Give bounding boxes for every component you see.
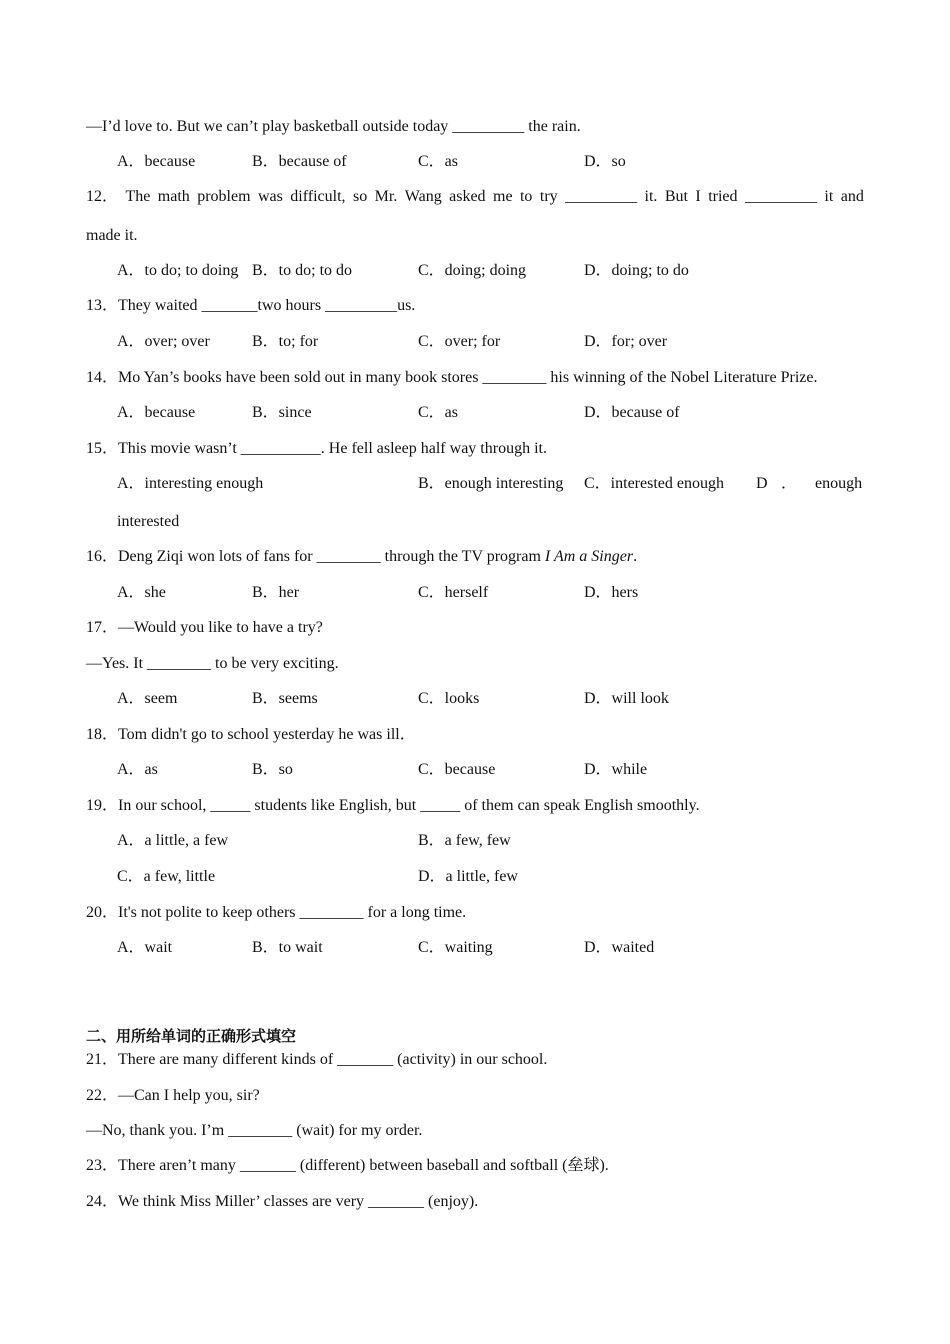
q20-option-c[interactable]: C．waiting xyxy=(418,939,493,956)
q18-option-d[interactable]: D．while xyxy=(584,761,648,778)
q17-stem: 17．—Would you like to have a try? xyxy=(86,619,323,636)
q20-option-d[interactable]: D．waited xyxy=(584,939,655,956)
q19-option-b[interactable]: B．a few, few xyxy=(418,832,511,849)
q20-stem: 20．It's not polite to keep others ________ for a long time. xyxy=(86,904,467,921)
q16-option-d[interactable]: D．hers xyxy=(584,584,639,601)
section-2-heading: 二、用所给单词的正确形式填空 xyxy=(86,1027,297,1045)
q20-option-a[interactable]: A．wait xyxy=(117,939,173,956)
q12-word: asked xyxy=(449,188,486,205)
q12-word: was xyxy=(257,188,283,205)
q19-option-c[interactable]: C．a few, little xyxy=(117,868,216,885)
q15-option-b[interactable]: B．enough interesting xyxy=(418,475,564,492)
q19-option-a[interactable]: A．a little, a few xyxy=(117,832,229,849)
q22-continuation: —No, thank you. I’m ________ (wait) for my order. xyxy=(86,1122,423,1139)
q11-options xyxy=(117,152,864,172)
q16-options xyxy=(117,583,864,603)
q15-stem: 15．This movie wasn’t __________. He fell asleep half way through it. xyxy=(86,440,547,457)
q18-stem: 18．Tom didn't go to school yesterday he was ill． xyxy=(86,726,416,743)
q17-option-a[interactable]: A．seem xyxy=(117,690,178,707)
q19-stem: 19．In our school, _____ students like English, but _____ of them can speak English smoothly. xyxy=(86,797,700,814)
q18-options xyxy=(117,760,864,780)
q16-option-c[interactable]: C．herself xyxy=(418,584,489,601)
q17-option-c[interactable]: C．looks xyxy=(418,690,480,707)
q12-word: But xyxy=(664,188,688,205)
q13-option-d[interactable]: D．for; over xyxy=(584,333,668,350)
q12-stem xyxy=(86,187,864,207)
q12-blank-2: _________ xyxy=(744,188,817,205)
q17-options xyxy=(117,689,864,709)
q20-option-b[interactable]: B．to wait xyxy=(252,939,323,956)
q12-word: it. xyxy=(644,188,658,205)
q19-options-row2 xyxy=(117,867,864,887)
q17-option-d[interactable]: D．will look xyxy=(584,690,669,707)
q12-stem-line2: made it. xyxy=(86,227,138,244)
q12-word: difficult, xyxy=(290,188,346,205)
q11-option-d[interactable]: D．so xyxy=(584,153,626,170)
q12-word: Mr. xyxy=(374,188,398,205)
q12-word: tried xyxy=(708,188,738,205)
q14-stem: 14．Mo Yan’s books have been sold out in many book stores ________ his winning of the Nobel Literature Prize. xyxy=(86,369,818,386)
q13-option-b[interactable]: B．to; for xyxy=(252,333,319,350)
q11-option-a[interactable]: A．because xyxy=(117,153,196,170)
q22-stem: 22．—Can I help you, sir? xyxy=(86,1087,260,1104)
q13-option-c[interactable]: C．over; for xyxy=(418,333,501,350)
q17-option-b[interactable]: B．seems xyxy=(252,690,318,707)
q12-word: math xyxy=(157,188,190,205)
q15-option-d-word[interactable]: enough xyxy=(815,475,863,492)
q14-option-a[interactable]: A．because xyxy=(117,404,196,421)
q12-word: try xyxy=(539,188,558,205)
q12-word: so xyxy=(352,188,368,205)
q16-option-a[interactable]: A．she xyxy=(117,584,166,601)
q13-option-a[interactable]: A．over; over xyxy=(117,333,210,350)
q15-option-a[interactable]: A．interesting enough xyxy=(117,475,264,492)
q11-option-c[interactable]: C．as xyxy=(418,153,459,170)
q16-stem-post: . xyxy=(633,548,638,565)
q15-option-d-continuation xyxy=(117,512,864,532)
q12-options xyxy=(117,261,864,281)
q12-word: 12． xyxy=(86,188,119,205)
q11-continuation: —I’d love to. But we can’t play basketball outside today _________ the rain. xyxy=(86,118,581,135)
q23-stem: 23．There aren’t many _______ (different) between baseball and softball (垒球). xyxy=(86,1157,609,1174)
q14-option-c[interactable]: C．as xyxy=(418,404,459,421)
q18-option-a[interactable]: A．as xyxy=(117,761,158,778)
q16-option-b[interactable]: B．her xyxy=(252,584,300,601)
q15-options xyxy=(117,474,864,494)
q14-options xyxy=(117,403,864,423)
q24-stem: 24．We think Miss Miller’ classes are very _______ (enjoy). xyxy=(86,1193,479,1210)
q15-option-c[interactable]: C．interested enough xyxy=(584,475,724,492)
q13-stem: 13．They waited _______two hours _________us. xyxy=(86,297,416,314)
q12-option-c[interactable]: C．doing; doing xyxy=(418,262,527,279)
q18-option-c[interactable]: C．because xyxy=(418,761,496,778)
q17-continuation: —Yes. It ________ to be very exciting. xyxy=(86,655,339,672)
q14-option-d[interactable]: D．because of xyxy=(584,404,680,421)
q12-word: The xyxy=(125,188,151,205)
q12-option-b[interactable]: B．to do; to do xyxy=(252,262,353,279)
q12-option-a[interactable]: A．to do; to doing xyxy=(117,262,239,279)
q12-word: Wang xyxy=(404,188,442,205)
q13-options xyxy=(117,332,864,352)
q19-option-d[interactable]: D．a little, few xyxy=(418,868,518,885)
q12-word: it xyxy=(824,188,834,205)
q16-stem xyxy=(86,547,864,567)
q14-option-b[interactable]: B．since xyxy=(252,404,312,421)
q16-stem-pre: 16．Deng Ziqi won lots of fans for ________ through the TV program xyxy=(86,548,545,565)
q19-options-row1 xyxy=(117,831,864,851)
q12-blank-1: _________ xyxy=(565,188,638,205)
q16-program-title: I Am a Singer xyxy=(544,548,634,565)
q15-option-d-dot: ． xyxy=(781,475,798,492)
q15-option-d-label[interactable]: D xyxy=(756,475,768,492)
q18-option-b[interactable]: B．so xyxy=(252,761,293,778)
q12-word: me xyxy=(493,188,513,205)
q20-options xyxy=(117,938,864,958)
q12-word: I xyxy=(695,188,701,205)
q12-word: problem xyxy=(197,188,251,205)
q12-word: to xyxy=(519,188,533,205)
q12-word: and xyxy=(840,188,864,205)
q12-option-d[interactable]: D．doing; to do xyxy=(584,262,689,279)
q11-option-b[interactable]: B．because of xyxy=(252,153,347,170)
q15-option-d-cont[interactable]: interested xyxy=(117,513,180,530)
q21-stem: 21．There are many different kinds of _______ (activity) in our school. xyxy=(86,1051,548,1068)
